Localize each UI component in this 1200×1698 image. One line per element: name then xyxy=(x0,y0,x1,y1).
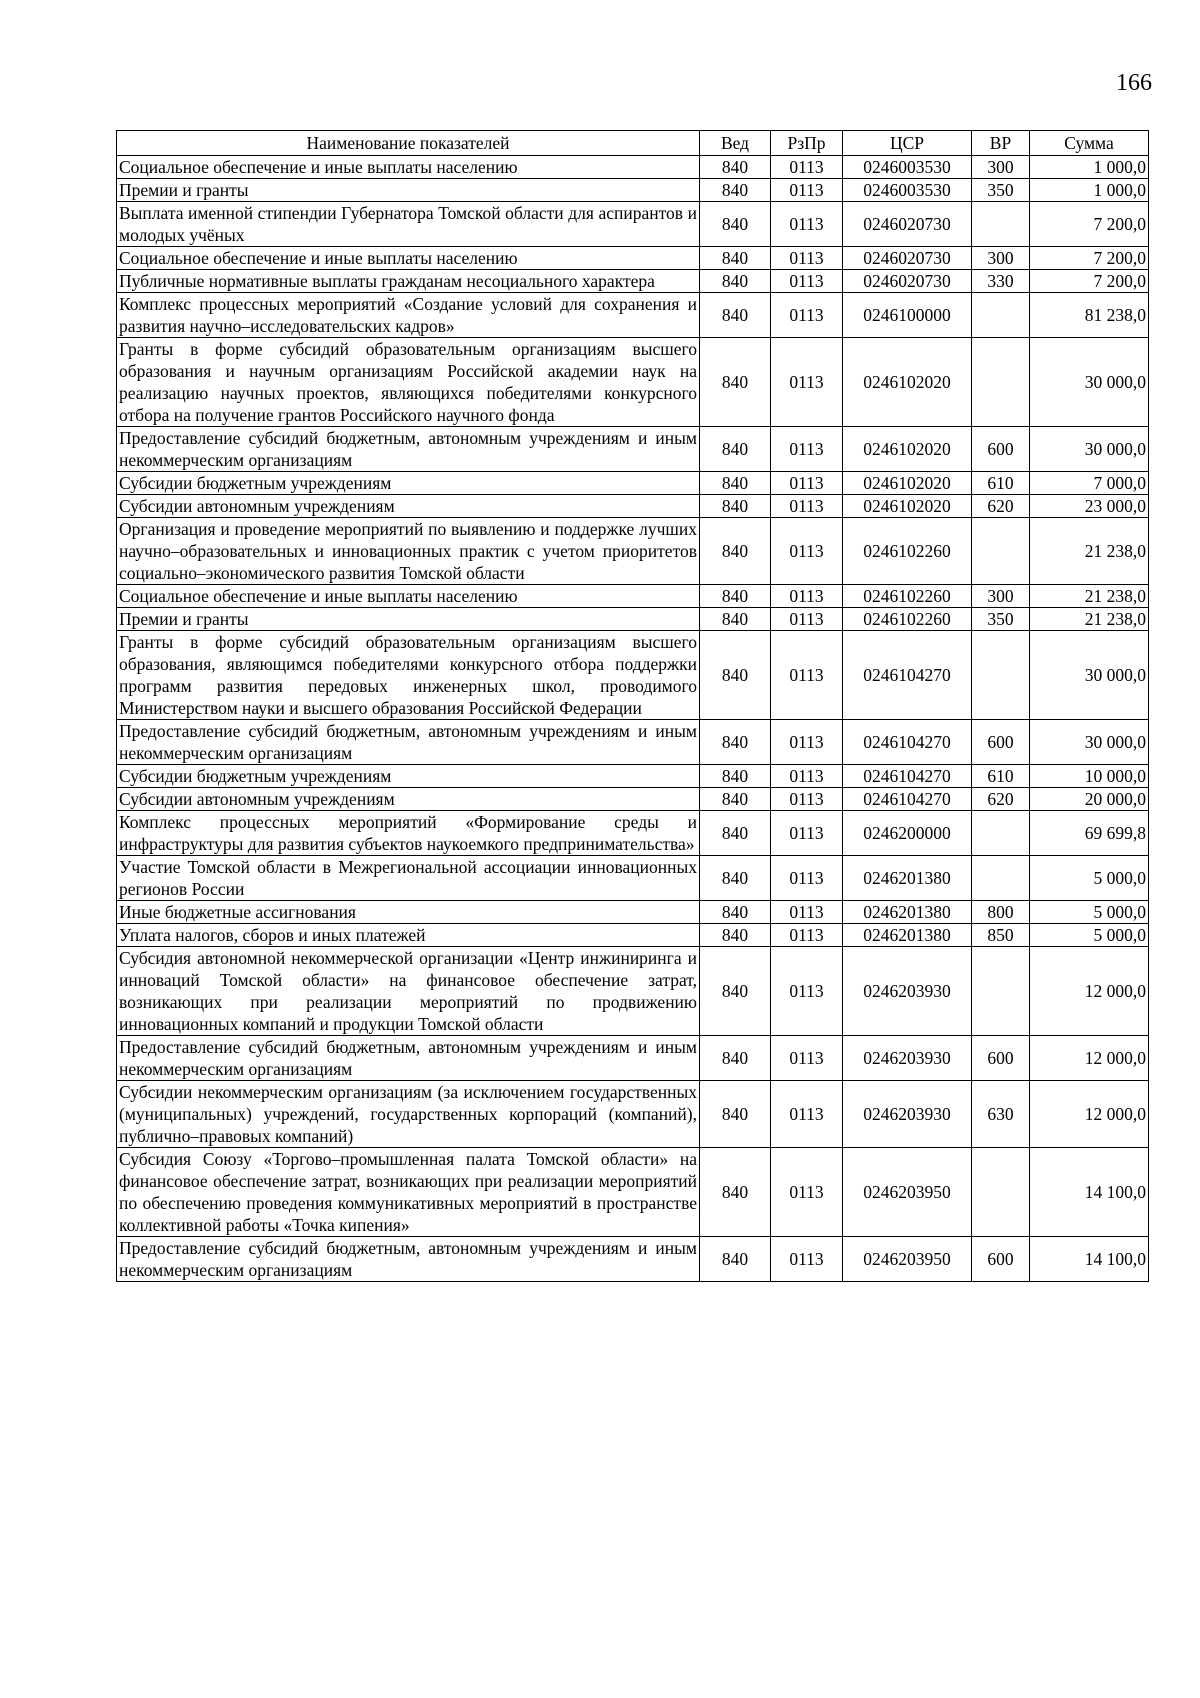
cell-name: Субсидия автономной некоммерческой организации «Центр инжиниринга и инноваций Томской области» на финансовое обеспечение затрат, возникающих при реализации мероприятий по продвижению инновационных компаний и продукции Томской области xyxy=(117,947,700,1036)
cell-ved: 840 xyxy=(700,765,771,788)
table-row xyxy=(117,1237,1149,1282)
cell-vr xyxy=(972,811,1030,856)
cell-name: Субсидии некоммерческим организациям (за исключением государственных (муниципальных) учреждений, государственных корпораций (компаний), публично–правовых компаний) xyxy=(117,1081,700,1148)
cell-ved: 840 xyxy=(700,1036,771,1081)
cell-vr: 600 xyxy=(972,1036,1030,1081)
cell-sum: 1 000,0 xyxy=(1030,179,1149,202)
cell-vr xyxy=(972,293,1030,338)
table-row xyxy=(117,518,1149,585)
cell-ved: 840 xyxy=(700,608,771,631)
column-header-sum: Сумма xyxy=(1030,131,1149,156)
cell-sum: 30 000,0 xyxy=(1030,338,1149,427)
table-row xyxy=(117,293,1149,338)
table-row xyxy=(117,270,1149,293)
cell-ved: 840 xyxy=(700,270,771,293)
cell-name: Выплата именной стипендии Губернатора Томской области для аспирантов и молодых учёных xyxy=(117,202,700,247)
cell-sum: 69 699,8 xyxy=(1030,811,1149,856)
cell-rzpr: 0113 xyxy=(771,1148,843,1237)
cell-ved: 840 xyxy=(700,1237,771,1282)
table-header-row xyxy=(117,131,1149,156)
cell-csr: 0246203950 xyxy=(843,1237,972,1282)
cell-csr: 0246201380 xyxy=(843,856,972,901)
cell-sum: 7 200,0 xyxy=(1030,270,1149,293)
table-row xyxy=(117,427,1149,472)
column-header-csr: ЦСР xyxy=(843,131,972,156)
cell-csr: 0246104270 xyxy=(843,720,972,765)
cell-csr: 0246203930 xyxy=(843,947,972,1036)
cell-sum: 23 000,0 xyxy=(1030,495,1149,518)
cell-name: Субсидии автономным учреждениям xyxy=(117,788,700,811)
cell-rzpr: 0113 xyxy=(771,247,843,270)
cell-vr: 600 xyxy=(972,720,1030,765)
cell-csr: 0246201380 xyxy=(843,901,972,924)
budget-table xyxy=(116,130,1149,1282)
cell-sum: 20 000,0 xyxy=(1030,788,1149,811)
cell-rzpr: 0113 xyxy=(771,720,843,765)
cell-vr: 610 xyxy=(972,765,1030,788)
cell-rzpr: 0113 xyxy=(771,1081,843,1148)
cell-rzpr: 0113 xyxy=(771,495,843,518)
column-header-rzpr: РзПр xyxy=(771,131,843,156)
cell-name: Гранты в форме субсидий образовательным организациям высшего образования, являющимся победителями конкурсного отбора поддержки программ развития передовых инженерных школ, проводимого Министерством науки и высшего образования Российской Федерации xyxy=(117,631,700,720)
table-row xyxy=(117,156,1149,179)
column-header-ved: Вед xyxy=(700,131,771,156)
cell-rzpr: 0113 xyxy=(771,156,843,179)
cell-sum: 1 000,0 xyxy=(1030,156,1149,179)
cell-vr: 330 xyxy=(972,270,1030,293)
cell-rzpr: 0113 xyxy=(771,202,843,247)
table-row xyxy=(117,202,1149,247)
cell-rzpr: 0113 xyxy=(771,427,843,472)
cell-rzpr: 0113 xyxy=(771,472,843,495)
cell-sum: 81 238,0 xyxy=(1030,293,1149,338)
table-body xyxy=(117,156,1149,1282)
cell-sum: 30 000,0 xyxy=(1030,720,1149,765)
cell-name: Предоставление субсидий бюджетным, автономным учреждениям и иным некоммерческим организациям xyxy=(117,1237,700,1282)
cell-rzpr: 0113 xyxy=(771,293,843,338)
cell-csr: 0246020730 xyxy=(843,247,972,270)
cell-ved: 840 xyxy=(700,924,771,947)
cell-name: Организация и проведение мероприятий по выявлению и поддержке лучших научно–образовательных и инновационных практик с учетом приоритетов социально–экономического развития Томской области xyxy=(117,518,700,585)
cell-name: Предоставление субсидий бюджетным, автономным учреждениям и иным некоммерческим организациям xyxy=(117,427,700,472)
column-header-name: Наименование показателей xyxy=(117,131,700,156)
table-row xyxy=(117,585,1149,608)
cell-vr xyxy=(972,856,1030,901)
cell-ved: 840 xyxy=(700,811,771,856)
cell-ved: 840 xyxy=(700,1148,771,1237)
cell-rzpr: 0113 xyxy=(771,901,843,924)
cell-csr: 0246102260 xyxy=(843,585,972,608)
cell-sum: 7 000,0 xyxy=(1030,472,1149,495)
cell-rzpr: 0113 xyxy=(771,811,843,856)
cell-csr: 0246003530 xyxy=(843,179,972,202)
cell-name: Субсидии бюджетным учреждениям xyxy=(117,765,700,788)
cell-sum: 14 100,0 xyxy=(1030,1148,1149,1237)
cell-name: Социальное обеспечение и иные выплаты населению xyxy=(117,156,700,179)
cell-name: Участие Томской области в Межрегиональной ассоциации инновационных регионов России xyxy=(117,856,700,901)
table-row xyxy=(117,179,1149,202)
cell-name: Уплата налогов, сборов и иных платежей xyxy=(117,924,700,947)
cell-ved: 840 xyxy=(700,472,771,495)
table-row xyxy=(117,1148,1149,1237)
cell-rzpr: 0113 xyxy=(771,765,843,788)
cell-name: Субсидии бюджетным учреждениям xyxy=(117,472,700,495)
cell-ved: 840 xyxy=(700,179,771,202)
cell-name: Публичные нормативные выплаты гражданам несоциального характера xyxy=(117,270,700,293)
cell-csr: 0246203930 xyxy=(843,1081,972,1148)
cell-name: Комплекс процессных мероприятий «Создание условий для сохранения и развития научно–исследовательских кадров» xyxy=(117,293,700,338)
cell-rzpr: 0113 xyxy=(771,1237,843,1282)
cell-csr: 0246104270 xyxy=(843,765,972,788)
table-row xyxy=(117,631,1149,720)
cell-vr: 800 xyxy=(972,901,1030,924)
table-row xyxy=(117,472,1149,495)
cell-csr: 0246102020 xyxy=(843,427,972,472)
cell-name: Субсидия Союзу «Торгово–промышленная палата Томской области» на финансовое обеспечение затрат, возникающих при реализации мероприятий по обеспечению проведения коммуникативных мероприятий в пространстве коллективной работы «Точка кипения» xyxy=(117,1148,700,1237)
table-row xyxy=(117,924,1149,947)
cell-ved: 840 xyxy=(700,631,771,720)
cell-sum: 5 000,0 xyxy=(1030,924,1149,947)
table-row xyxy=(117,765,1149,788)
cell-rzpr: 0113 xyxy=(771,947,843,1036)
cell-sum: 10 000,0 xyxy=(1030,765,1149,788)
cell-rzpr: 0113 xyxy=(771,631,843,720)
cell-sum: 5 000,0 xyxy=(1030,901,1149,924)
cell-name: Социальное обеспечение и иные выплаты населению xyxy=(117,247,700,270)
cell-rzpr: 0113 xyxy=(771,270,843,293)
table-row xyxy=(117,1036,1149,1081)
cell-ved: 840 xyxy=(700,518,771,585)
cell-csr: 0246102260 xyxy=(843,518,972,585)
cell-name: Субсидии автономным учреждениям xyxy=(117,495,700,518)
cell-csr: 0246102020 xyxy=(843,495,972,518)
cell-sum: 12 000,0 xyxy=(1030,947,1149,1036)
cell-vr: 620 xyxy=(972,495,1030,518)
cell-vr: 620 xyxy=(972,788,1030,811)
cell-sum: 7 200,0 xyxy=(1030,202,1149,247)
cell-sum: 5 000,0 xyxy=(1030,856,1149,901)
cell-rzpr: 0113 xyxy=(771,338,843,427)
cell-vr: 600 xyxy=(972,427,1030,472)
cell-csr: 0246104270 xyxy=(843,631,972,720)
table-row xyxy=(117,788,1149,811)
cell-csr: 0246003530 xyxy=(843,156,972,179)
cell-vr xyxy=(972,338,1030,427)
cell-ved: 840 xyxy=(700,788,771,811)
cell-vr: 350 xyxy=(972,608,1030,631)
table-row xyxy=(117,1081,1149,1148)
cell-csr: 0246020730 xyxy=(843,270,972,293)
cell-name: Предоставление субсидий бюджетным, автономным учреждениям и иным некоммерческим организациям xyxy=(117,1036,700,1081)
cell-vr xyxy=(972,1148,1030,1237)
cell-ved: 840 xyxy=(700,156,771,179)
cell-csr: 0246203950 xyxy=(843,1148,972,1237)
cell-name: Иные бюджетные ассигнования xyxy=(117,901,700,924)
table-row xyxy=(117,901,1149,924)
cell-vr: 300 xyxy=(972,247,1030,270)
cell-ved: 840 xyxy=(700,856,771,901)
cell-ved: 840 xyxy=(700,247,771,270)
cell-ved: 840 xyxy=(700,293,771,338)
cell-ved: 840 xyxy=(700,338,771,427)
cell-csr: 0246020730 xyxy=(843,202,972,247)
cell-vr xyxy=(972,947,1030,1036)
cell-vr: 350 xyxy=(972,179,1030,202)
column-header-vr: ВР xyxy=(972,131,1030,156)
cell-rzpr: 0113 xyxy=(771,788,843,811)
cell-sum: 14 100,0 xyxy=(1030,1237,1149,1282)
cell-name: Предоставление субсидий бюджетным, автономным учреждениям и иным некоммерческим организациям xyxy=(117,720,700,765)
cell-vr xyxy=(972,518,1030,585)
table-row xyxy=(117,495,1149,518)
cell-name: Премии и гранты xyxy=(117,608,700,631)
cell-vr: 300 xyxy=(972,156,1030,179)
cell-vr: 630 xyxy=(972,1081,1030,1148)
cell-rzpr: 0113 xyxy=(771,1036,843,1081)
cell-sum: 21 238,0 xyxy=(1030,518,1149,585)
cell-sum: 12 000,0 xyxy=(1030,1081,1149,1148)
cell-rzpr: 0113 xyxy=(771,585,843,608)
cell-name: Гранты в форме субсидий образовательным организациям высшего образования и научным организациям Российской академии наук на реализацию научных проектов, являющихся победителями конкурсного отбора на получение грантов Российского научного фонда xyxy=(117,338,700,427)
cell-csr: 0246102260 xyxy=(843,608,972,631)
cell-vr: 300 xyxy=(972,585,1030,608)
table-row xyxy=(117,720,1149,765)
cell-sum: 30 000,0 xyxy=(1030,427,1149,472)
cell-name: Комплекс процессных мероприятий «Формирование среды и инфраструктуры для развития субъектов наукоемкого предпринимательства» xyxy=(117,811,700,856)
cell-csr: 0246102020 xyxy=(843,472,972,495)
cell-csr: 0246100000 xyxy=(843,293,972,338)
table-row xyxy=(117,247,1149,270)
cell-vr: 850 xyxy=(972,924,1030,947)
cell-ved: 840 xyxy=(700,720,771,765)
table-row xyxy=(117,947,1149,1036)
cell-csr: 0246104270 xyxy=(843,788,972,811)
table-row xyxy=(117,811,1149,856)
table-row xyxy=(117,608,1149,631)
cell-ved: 840 xyxy=(700,901,771,924)
cell-vr: 600 xyxy=(972,1237,1030,1282)
cell-ved: 840 xyxy=(700,495,771,518)
cell-csr: 0246200000 xyxy=(843,811,972,856)
cell-rzpr: 0113 xyxy=(771,856,843,901)
cell-csr: 0246102020 xyxy=(843,338,972,427)
cell-ved: 840 xyxy=(700,947,771,1036)
cell-rzpr: 0113 xyxy=(771,608,843,631)
cell-name: Премии и гранты xyxy=(117,179,700,202)
cell-sum: 30 000,0 xyxy=(1030,631,1149,720)
cell-ved: 840 xyxy=(700,585,771,608)
cell-rzpr: 0113 xyxy=(771,924,843,947)
cell-sum: 21 238,0 xyxy=(1030,585,1149,608)
cell-csr: 0246201380 xyxy=(843,924,972,947)
cell-sum: 21 238,0 xyxy=(1030,608,1149,631)
cell-rzpr: 0113 xyxy=(771,518,843,585)
cell-name: Социальное обеспечение и иные выплаты населению xyxy=(117,585,700,608)
cell-ved: 840 xyxy=(700,427,771,472)
cell-rzpr: 0113 xyxy=(771,179,843,202)
cell-vr: 610 xyxy=(972,472,1030,495)
cell-csr: 0246203930 xyxy=(843,1036,972,1081)
cell-ved: 840 xyxy=(700,1081,771,1148)
table-row xyxy=(117,338,1149,427)
cell-vr xyxy=(972,631,1030,720)
cell-sum: 7 200,0 xyxy=(1030,247,1149,270)
cell-ved: 840 xyxy=(700,202,771,247)
table-row xyxy=(117,856,1149,901)
page-number: 166 xyxy=(1116,70,1152,96)
cell-sum: 12 000,0 xyxy=(1030,1036,1149,1081)
cell-vr xyxy=(972,202,1030,247)
